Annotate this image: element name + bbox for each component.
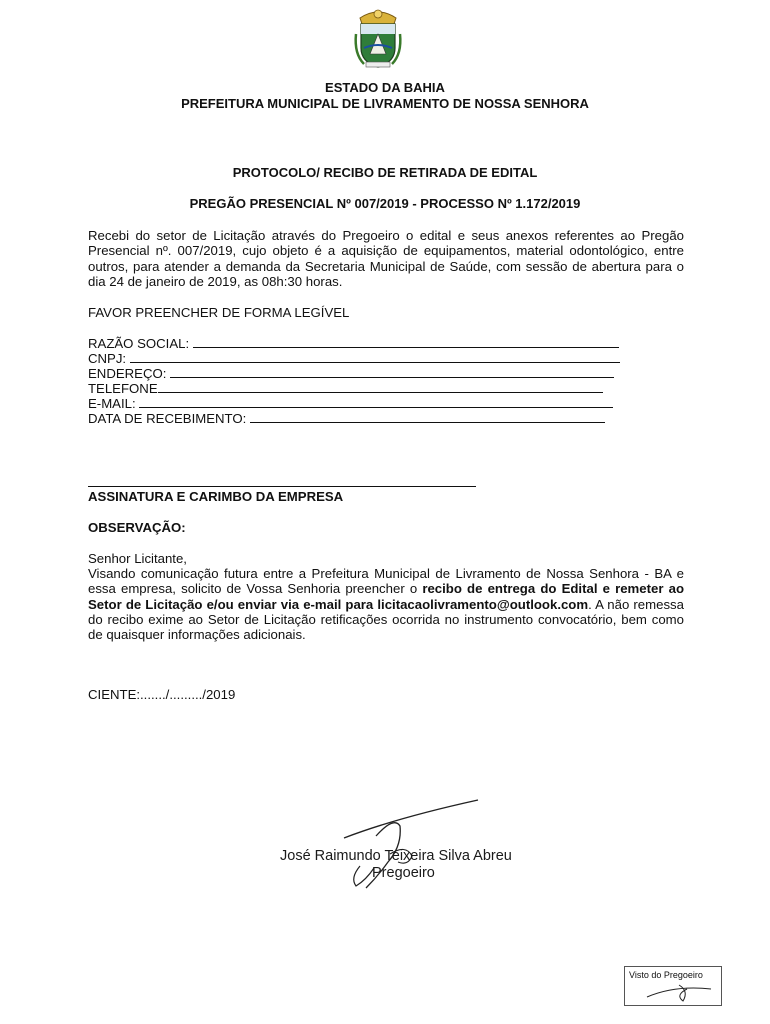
observation-bold-instruction: recibo de entrega do Edital e remeter ao Setor de Licitação e/ou enviar via e-mail para licitacaolivramento@outlook.com xyxy=(88,581,685,612)
data-recebimento-label: DATA DE RECEBIMENTO: xyxy=(88,411,247,426)
cnpj-field[interactable] xyxy=(88,351,620,366)
ciente-field[interactable]: CIENTE:......./........./2019 xyxy=(88,687,236,702)
endereco-label: ENDEREÇO: xyxy=(88,366,167,381)
data-recebimento-field[interactable] xyxy=(88,411,605,426)
telefone-field[interactable] xyxy=(88,381,603,396)
telefone-label: TELEFONE xyxy=(88,381,158,396)
email-field[interactable] xyxy=(88,396,613,411)
observation-paragraph xyxy=(88,566,684,642)
email-line[interactable] xyxy=(139,396,613,408)
municipal-coat-of-arms xyxy=(352,4,404,70)
cnpj-label: CNPJ: xyxy=(88,351,127,366)
visto-initials xyxy=(645,981,715,1003)
process-subtitle: PREGÃO PRESENCIAL Nº 007/2019 - PROCESSO Nº 1.172/2019 xyxy=(189,196,581,211)
company-signature-line[interactable] xyxy=(88,486,476,487)
observation-text-1: Visando comunicação futura entre a Prefeitura Municipal de Livramento de Nossa Senhora - BA e essa empresa, solicito de Vossa Senhoria preencher o xyxy=(88,566,684,597)
fill-notice: FAVOR PREENCHER DE FORMA LEGÍVEL xyxy=(88,305,350,320)
razao-social-label: RAZÃO SOCIAL: xyxy=(88,336,190,351)
signatory-name: José Raimundo Teixeira Silva Abreu xyxy=(280,848,512,864)
document-title: PROTOCOLO/ RECIBO DE RETIRADA DE EDITAL xyxy=(232,165,538,180)
municipality-name: PREFEITURA MUNICIPAL DE LIVRAMENTO DE NOSSA SENHORA xyxy=(181,96,589,111)
visto-box xyxy=(624,966,722,1006)
observation-text-2: . A não remessa do recibo exime ao Setor de Licitação retificações ocorrida no instrumento convocatório, bem como de quaisquer informações adicionais. xyxy=(88,596,684,643)
salutation: Senhor Licitante, xyxy=(88,551,187,566)
razao-social-line[interactable] xyxy=(193,336,619,348)
state-name: ESTADO DA BAHIA xyxy=(325,80,445,95)
email-label: E-MAIL: xyxy=(88,396,136,411)
cnpj-line[interactable] xyxy=(130,351,620,363)
intro-paragraph: Recebi do setor de Licitação através do Pregoeiro o edital e seus anexos referentes ao Pregão Presencial nº. 007/2019, cujo objeto é a aquisição de equipamentos, material odontológico, entre outros, para atender a demanda da Secretaria Municipal de Saúde, com sessão de abertura para o dia 24 de janeiro de 2019, as 08h:30 horas. xyxy=(88,228,684,289)
endereco-line[interactable] xyxy=(170,366,614,378)
data-recebimento-line[interactable] xyxy=(250,411,605,423)
razao-social-field[interactable] xyxy=(88,336,619,351)
telefone-line[interactable] xyxy=(158,381,603,393)
signature-caption: ASSINATURA E CARIMBO DA EMPRESA xyxy=(88,489,344,504)
visto-label: Visto do Pregoeiro xyxy=(629,970,703,980)
observation-heading: OBSERVAÇÃO: xyxy=(88,520,186,535)
endereco-field[interactable] xyxy=(88,366,614,381)
signatory-role: Pregoeiro xyxy=(372,865,435,881)
